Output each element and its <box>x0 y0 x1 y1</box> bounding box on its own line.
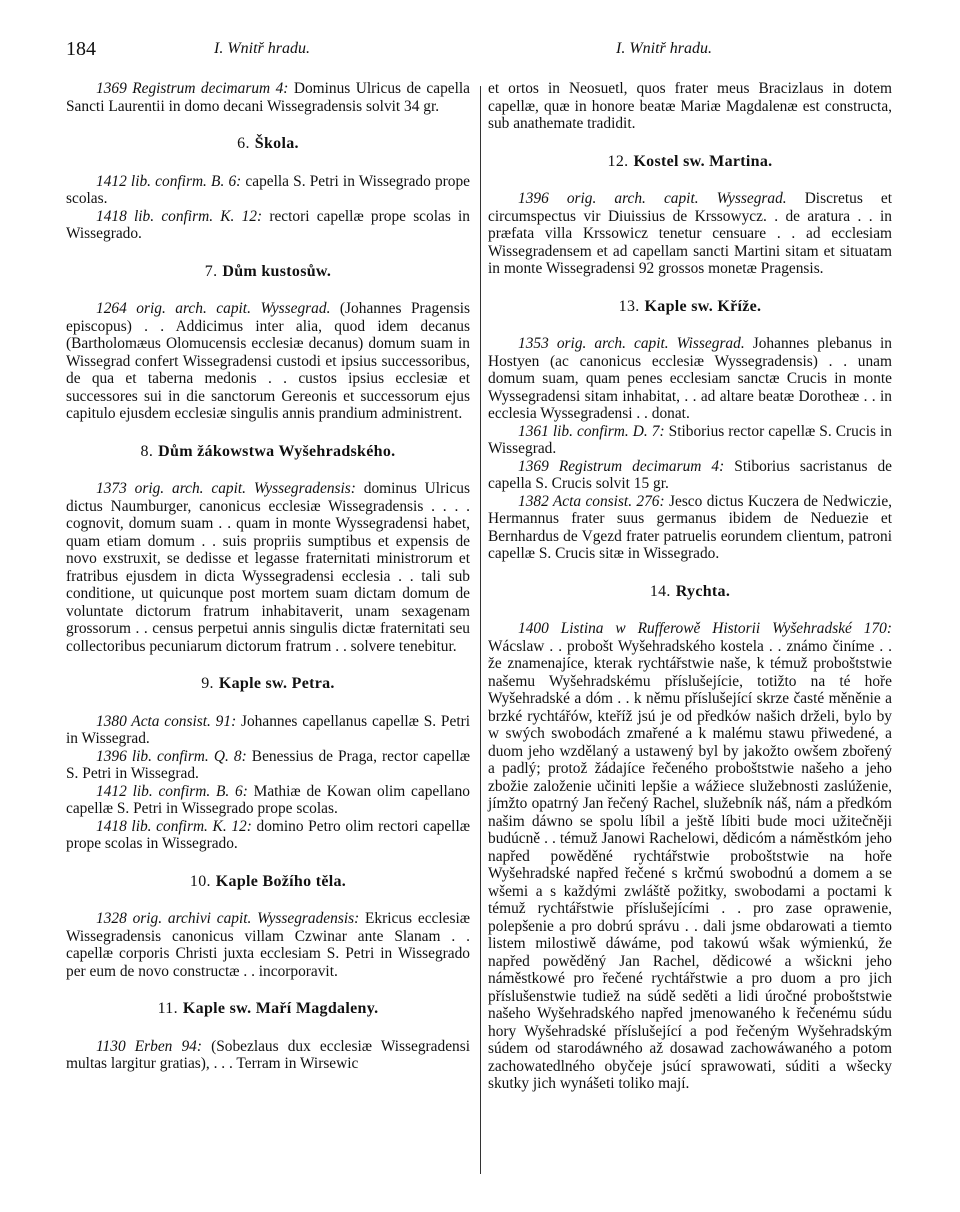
running-title-left: I. Wnitř hradu. <box>214 40 310 57</box>
entry-text: Wácslaw . . probošt Wyšehradského kostela . . známo činíme . . že znamenajíce, kterak rychtářstwie naše, k témuž proboštstwie našemu Wyšehradskému příslušejície, totižto na té hoře Wyšehradské a dóm . . k němu příslušející skrze časté měněnie a brzké rychtářów, kteříž jsú je od předków našich drželi, bylo by w swých swobodách zmařené a k malému stawu přiwedené, a duom jeho wzdělaný a ustawený byl by jakožto owšem zbořený a padlý; protož žádajíce řečeného proboštstwie našeho a jeho zbožie založenie učiniti lepšie a wážiece služebnosti zaslúženie, jímžto opatrný Jan řečený Rachel, služebník náš, nám a předkóm našim dáwno se spolu líbil a ještě líbiti bude moci užitečněji budúcně . . témuž Janowi Rachelowi, dědicóm a náměstkóm jeho napřed powěděné rychtářstwie proboštstwie na hoře Wyšehradské napřed řečené s krčmú swobodnú a domem a se wšemi a s každými zwláště požitky, swobodami a poctami k témuž rychtářstwie příslušejícími . . pro zase oprawenie, polepšenie a pro dobrú správu . . dali jsme obdarowati a tiemto listem milostiwě dáwáme, pod takowú wšak wýmienkú, že napřed powěděný Jan Rachel, dědicowé a wšickni jeho náměstkowé pro řečené rychtářstwie a pro duom a pro jich příslušenstwie tudiež na súdě seděti a lidi úročné proboštstwie našeho Wyšehradského napřed jmenowaného k řečenému súdu hory Wyšehradské příslušející a pod řečeným Wyšehradským súdem od starodáwného až dosawad zachowáwaného a potom zachowatedlného obyčeje jsúcí sprawowati, súditi a wšecky skutky jich wynášeti toliko mají. <box>488 637 892 1092</box>
entry-text: Johannes capellanus capellæ S. Petri in Wissegrad. <box>66 712 471 747</box>
entry <box>488 620 892 1093</box>
source-citation: 1412 lib. confirm. B. 6: <box>96 782 248 800</box>
page-number: 184 <box>66 38 96 60</box>
source-citation: 1353 orig. arch. capit. Wissegrad. <box>518 335 745 352</box>
right-column <box>488 80 892 1093</box>
entry-text: Jesco dictus Kuczera de Nedwiczie, Hermannus frater suus germanus ibidem de Neduezie et Bernhardus de Vgezd frater patruelis eorundem clientum, patroni capellæ S. Crucis sitæ in Wissegrado. <box>488 492 892 562</box>
entry-text: dominus Ulricus dictus Naumburger, canonicus ecclesiæ Wissegradensis . . . . cognovit, domum suam . . quam in monte Wyssegradensi habet, quam etiam domum . . suis propriis sumptibus et expensis de novo exstruxit, se dedisse et legasse fraternitati ministrorum et fratribus ejusdem in dicta Wyssegradensi ecclesia . . tali sub conditione, ut quicunque post mortem suam dictam domum de voluntate dictorum fratrum inhabitaverit, unam sexagenam grossorum . . census perpetui annis singulis dictæ fraternitati seu collectoribus pecuniarum dictorum fratrum . . solvere tenebitur. <box>66 480 470 655</box>
section-heading: 12. Kostel sw. Martina. <box>607 152 773 170</box>
entry <box>66 748 470 783</box>
source-citation: 1264 orig. arch. capit. Wyssegrad. <box>96 300 331 317</box>
entry <box>488 493 892 563</box>
section-heading: 11. Kaple sw. Maří Magdaleny. <box>157 1000 379 1017</box>
source-citation: 1328 orig. archivi capit. Wyssegradensis: <box>96 910 360 927</box>
entry <box>488 190 892 278</box>
entry-text: Ekricus ecclesiæ Wissegradensis canonicus villam Czwinar ante Slanam . . capellæ corporis Christi juxta ecclesiam S. Petri in Wissegrado per eum de novo constructæ . . incorporavit. <box>66 910 470 980</box>
source-citation: 1361 lib. confirm. D. 7: <box>518 422 665 440</box>
section-heading: 9. Kaple sw. Petra. <box>201 675 335 692</box>
entry-text: Mathiæ de Kowan olim capellano capellæ S. Petri in Wissegrado prope scolas. <box>66 782 470 817</box>
entry-text: capella S. Petri in Wissegrado prope scolas. <box>66 172 471 207</box>
entry-text: Stiborius rector capellæ S. Crucis in Wissegrad. <box>488 422 892 457</box>
section-heading: 10. Kaple Božího těla. <box>189 872 347 890</box>
entry-text: (Sobezlaus dux ecclesiæ Wissegradensi multas largitur gratias), . . . Terram in Wirsewic <box>66 1037 470 1072</box>
entry-text: Discretus et circumspectus vir Diuissius de Krssowycz. . de aratura . . in præfata villa Krssowicz tenetur censuare . . ad ecclesiam Wissegradensem et ad capellam sancti Martini sitam et situatam in monte Wissegradensi 92 grossos monetæ Pragensis. <box>488 190 892 277</box>
entry <box>488 458 892 493</box>
entry-text: Stiborius sacristanus de capella S. Crucis solvit 15 gr. <box>488 457 892 492</box>
entry-text: et ortos in Neosuetl, quos frater meus Bracizlaus in dotem capellæ, quæ in honore beatæ Mariæ Magdalenæ est constructa, sub anathemate tradidit. <box>488 80 892 132</box>
entry <box>66 818 470 853</box>
source-citation: 1396 lib. confirm. Q. 8: <box>96 747 247 765</box>
entry-text: Benessius de Praga, rector capellæ S. Petri in Wissegrad. <box>66 747 470 782</box>
page-header <box>66 38 894 64</box>
section-heading: 13. Kaple sw. Kříže. <box>618 297 762 315</box>
entry-continuation <box>488 80 892 133</box>
entry <box>66 783 470 818</box>
entry <box>66 480 470 655</box>
source-citation: 1130 Erben 94: <box>96 1037 202 1055</box>
source-citation: 1369 Registrum decimarum 4: <box>518 457 725 475</box>
section-heading: 6. Škola. <box>237 135 299 152</box>
entry-text: Johannes plebanus in Hostyen (ac canonicus ecclesiæ Wyssegradensis) . . unam domum suam, quam penes ecclesiam sanctæ Crucis in monte Wyssegradensi sitam inhabitat, . . ad altare beatæ Dorotheæ . . in ecclesia Wyssegradensi . . donat. <box>488 335 892 422</box>
entry <box>66 300 470 423</box>
source-citation: 1418 lib. confirm. K. 12: <box>96 207 263 225</box>
entry-text: (Johannes Pragensis episcopus) . . Addicimus inter alia, quod idem decanus (Bartholomæus Olomucensis ecclesiæ decanus) domum suam in Wissegrad confert Wissegradensi custodi et ipsius successoribus, de qua et taberna medonis . . custos ipsius ecclesiæ et successores sui in die sanctorum Gereonis et successorum ejus capitulo ejusdem ecclesiæ singulis annis prandium administrent. <box>66 300 470 422</box>
source-citation: 1369 Registrum decimarum 4: <box>96 80 289 97</box>
entry <box>66 910 470 980</box>
source-citation: 1382 Acta consist. 276: <box>518 492 665 510</box>
entry <box>66 80 470 115</box>
source-citation: 1400 Listina w Rufferowě Historii Wyšehradské 170: <box>518 620 892 637</box>
source-citation: 1396 orig. arch. capit. Wyssegrad. <box>518 190 787 207</box>
entry <box>66 208 470 243</box>
entry <box>488 423 892 458</box>
entry <box>66 1038 470 1073</box>
section-heading: 14. Rychta. <box>649 582 731 600</box>
running-title-right: I. Wnitř hradu. <box>616 40 712 57</box>
left-column <box>66 80 470 1073</box>
entry-text: rectori capellæ prope scolas in Wissegrado. <box>66 207 470 242</box>
entry-text: Dominus Ulricus de capella Sancti Laurentii in domo decani Wissegradensis solvit 34 gr. <box>66 80 471 115</box>
section-heading: 8. Dům žákowstwa Wyšehradského. <box>140 442 396 460</box>
entry <box>488 335 892 423</box>
entry <box>66 173 470 208</box>
source-citation: 1380 Acta consist. 91: <box>96 712 237 730</box>
source-citation: 1373 orig. arch. capit. Wyssegradensis: <box>96 480 356 497</box>
entry <box>66 713 470 748</box>
source-citation: 1412 lib. confirm. B. 6: <box>96 172 242 190</box>
entry-text: domino Petro olim rectori capellæ prope scolas in Wissegrado. <box>66 817 471 852</box>
column-divider <box>480 86 481 1174</box>
section-heading: 7. Dům kustosůw. <box>204 262 332 280</box>
source-citation: 1418 lib. confirm. K. 12: <box>96 817 252 835</box>
